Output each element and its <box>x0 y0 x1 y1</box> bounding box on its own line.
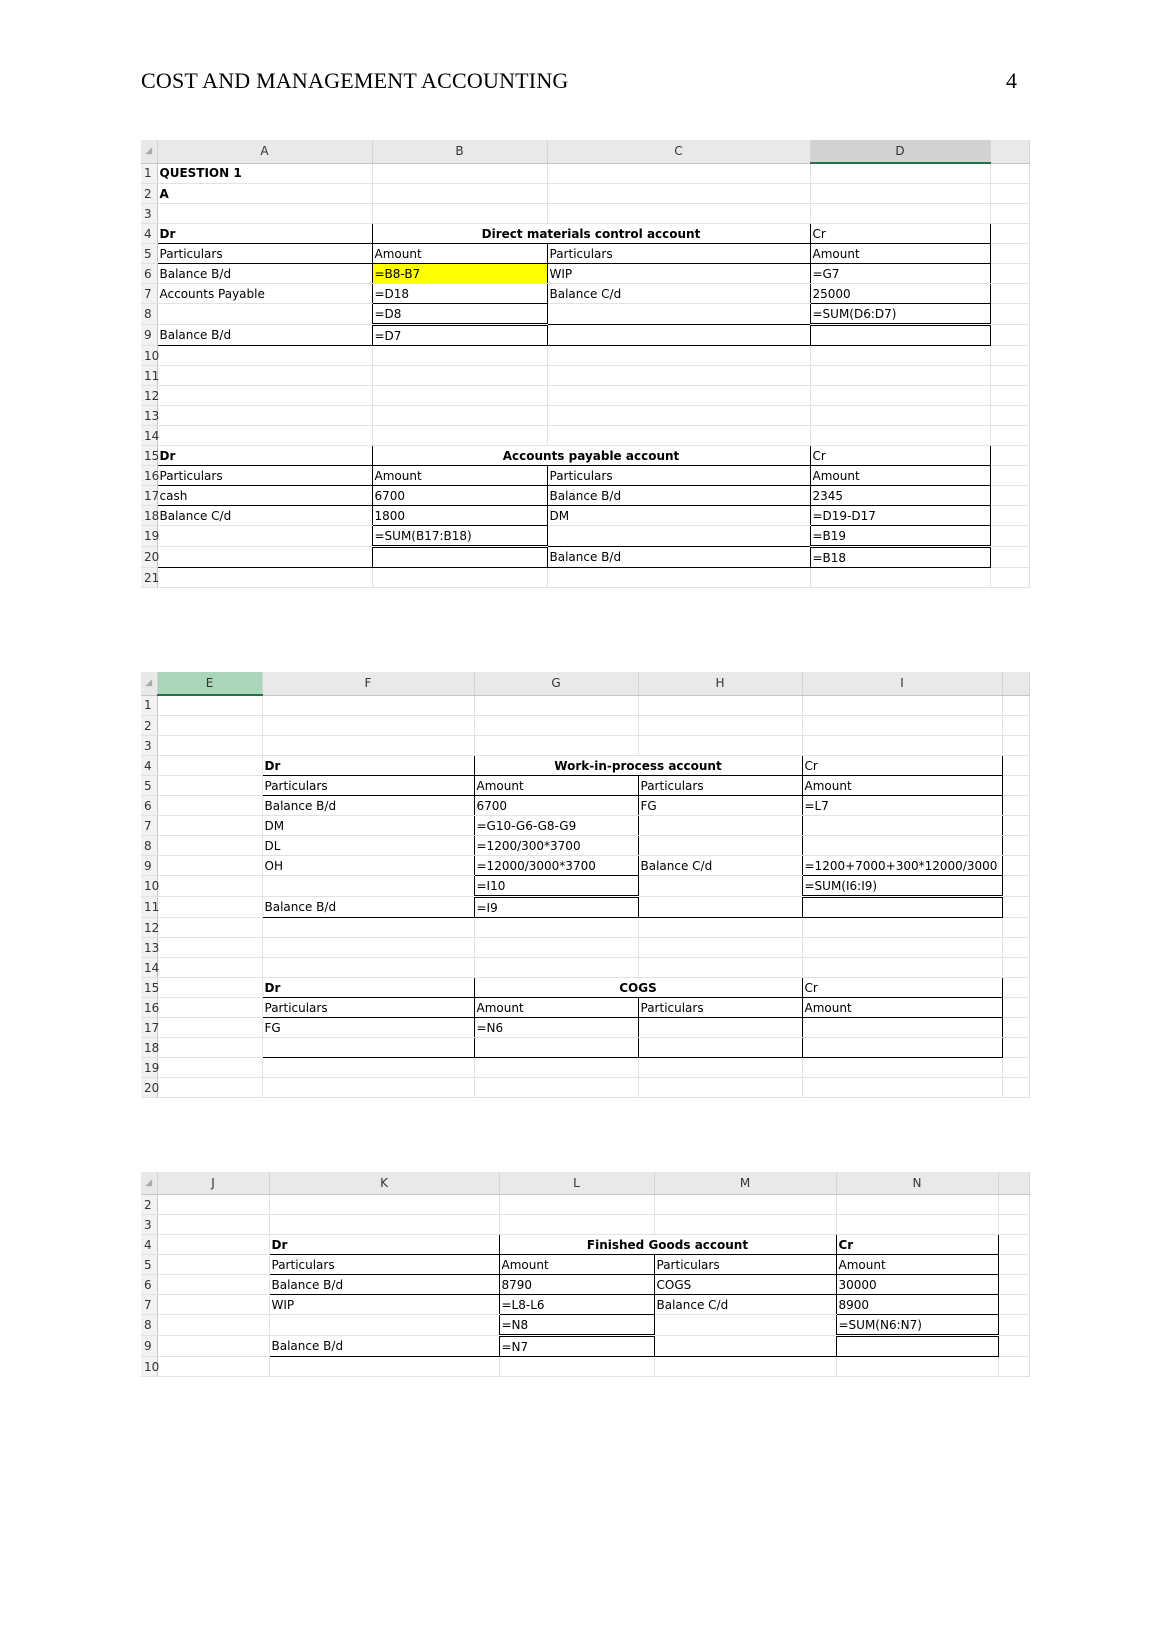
table-row <box>141 506 1029 526</box>
row-header[interactable]: 5 <box>141 776 157 796</box>
cr-label[interactable]: Cr <box>836 1235 998 1255</box>
page-number: 4 <box>1006 68 1017 93</box>
cell[interactable]: Balance B/d <box>547 486 810 506</box>
account-title[interactable]: COGS <box>474 978 802 998</box>
cell[interactable] <box>638 1018 802 1038</box>
cell[interactable]: =D19-D17 <box>810 506 990 526</box>
cell[interactable]: =B18 <box>810 547 990 568</box>
table-row <box>141 346 1029 366</box>
cell[interactable] <box>802 1018 1002 1038</box>
amount-header[interactable]: Amount <box>810 244 990 264</box>
spreadsheet-screenshot-2 <box>141 672 1029 1098</box>
cr-label[interactable]: Cr <box>810 224 990 244</box>
cell[interactable]: Balance B/d <box>262 897 474 918</box>
cell[interactable] <box>638 876 802 897</box>
table-row <box>141 568 1029 588</box>
table-row <box>141 897 1029 918</box>
table-row <box>141 426 1029 446</box>
select-all-corner[interactable]: ◢ <box>141 140 157 163</box>
column-header-blank <box>1002 672 1029 695</box>
row-header[interactable]: 18 <box>141 506 157 526</box>
cell[interactable]: =G10-G6-G8-G9 <box>474 816 638 836</box>
cell[interactable]: Balance C/d <box>638 856 802 876</box>
row-header[interactable]: 4 <box>141 756 157 776</box>
table-row <box>141 876 1029 897</box>
table-row <box>141 1275 1029 1295</box>
particulars-header[interactable]: Particulars <box>157 244 372 264</box>
column-header-blank <box>990 140 1029 163</box>
table-row <box>141 776 1029 796</box>
row-header[interactable]: 17 <box>141 486 157 506</box>
row-header[interactable]: 5 <box>141 244 157 264</box>
column-header-l[interactable]: L <box>499 1172 654 1195</box>
cell[interactable] <box>547 304 810 325</box>
row-header[interactable]: 10 <box>141 346 157 366</box>
amount-header[interactable]: Amount <box>499 1255 654 1275</box>
running-head: COST AND MANAGEMENT ACCOUNTING <box>141 68 569 93</box>
cell[interactable] <box>654 1336 836 1357</box>
row-header[interactable]: 6 <box>141 264 157 284</box>
row-header[interactable]: 4 <box>141 1235 157 1255</box>
cell[interactable] <box>157 526 372 547</box>
row-header[interactable]: 6 <box>141 1275 157 1295</box>
cell[interactable]: =D8 <box>372 304 547 325</box>
row-header[interactable]: 3 <box>141 204 157 224</box>
cell[interactable]: =G7 <box>810 264 990 284</box>
cell[interactable] <box>638 836 802 856</box>
table-row <box>141 304 1029 325</box>
account-title[interactable]: Direct materials control account <box>372 224 810 244</box>
amount-header[interactable]: Amount <box>372 466 547 486</box>
cell[interactable]: =1200/300*3700 <box>474 836 638 856</box>
table-row <box>141 1336 1029 1357</box>
select-all-corner[interactable]: ◢ <box>141 672 157 695</box>
table-row <box>141 1357 1029 1377</box>
row-header[interactable]: 19 <box>141 1058 157 1078</box>
table-row <box>141 1195 1029 1215</box>
cell[interactable]: DM <box>547 506 810 526</box>
row-header[interactable]: 3 <box>141 736 157 756</box>
cell[interactable]: FG <box>262 1018 474 1038</box>
cell[interactable]: Balance B/d <box>262 796 474 816</box>
account-title[interactable]: Finished Goods account <box>499 1235 836 1255</box>
cell[interactable] <box>654 1315 836 1336</box>
column-header-f[interactable]: F <box>262 672 474 695</box>
row-header[interactable]: 15 <box>141 978 157 998</box>
table-row <box>141 938 1029 958</box>
cr-label[interactable]: Cr <box>810 446 990 466</box>
particulars-header[interactable]: Particulars <box>638 998 802 1018</box>
row-header[interactable]: 1 <box>141 695 157 716</box>
cell[interactable]: =I9 <box>474 897 638 918</box>
row-header[interactable]: 12 <box>141 386 157 406</box>
particulars-header[interactable]: Particulars <box>262 998 474 1018</box>
cr-label[interactable]: Cr <box>802 756 1002 776</box>
row-header[interactable]: 3 <box>141 1215 157 1235</box>
question-part-cell[interactable]: A <box>157 184 372 204</box>
cell[interactable]: Accounts Payable <box>157 284 372 304</box>
amount-header[interactable]: Amount <box>474 776 638 796</box>
row-header[interactable]: 7 <box>141 816 157 836</box>
table-row <box>141 1038 1029 1058</box>
cell[interactable]: Balance C/d <box>547 284 810 304</box>
cell[interactable] <box>802 816 1002 836</box>
table-row <box>141 716 1029 736</box>
spreadsheet-screenshot-1 <box>141 140 1029 588</box>
amount-header[interactable]: Amount <box>802 998 1002 1018</box>
dr-label[interactable]: Dr <box>262 978 474 998</box>
cell[interactable] <box>547 526 810 547</box>
cell[interactable] <box>802 897 1002 918</box>
table-row <box>141 1018 1029 1038</box>
cr-label[interactable]: Cr <box>802 978 1002 998</box>
cell[interactable]: =L7 <box>802 796 1002 816</box>
row-header[interactable]: 19 <box>141 526 157 547</box>
table-row <box>141 486 1029 506</box>
table-row <box>141 446 1029 466</box>
question-title-cell[interactable]: QUESTION 1 <box>157 163 372 184</box>
cell[interactable]: =D7 <box>372 325 547 346</box>
cell[interactable]: =N7 <box>499 1336 654 1357</box>
column-header-k[interactable]: K <box>269 1172 499 1195</box>
table-row <box>141 204 1029 224</box>
cell[interactable] <box>802 836 1002 856</box>
table-row <box>141 836 1029 856</box>
row-header[interactable]: 8 <box>141 836 157 856</box>
cell[interactable] <box>638 816 802 836</box>
cell[interactable]: =B19 <box>810 526 990 547</box>
highlighted-cell[interactable]: =B8-B7 <box>372 264 547 284</box>
cell[interactable]: COGS <box>654 1275 836 1295</box>
particulars-header[interactable]: Particulars <box>269 1255 499 1275</box>
particulars-header[interactable]: Particulars <box>547 466 810 486</box>
cell[interactable]: 2345 <box>810 486 990 506</box>
particulars-header[interactable]: Particulars <box>638 776 802 796</box>
row-header[interactable]: 15 <box>141 446 157 466</box>
row-header[interactable]: 7 <box>141 284 157 304</box>
table-row <box>141 695 1029 716</box>
row-header[interactable]: 16 <box>141 466 157 486</box>
column-header-d[interactable]: D <box>810 140 990 163</box>
cell[interactable]: =SUM(I6:I9) <box>802 876 1002 897</box>
select-all-corner[interactable]: ◢ <box>141 1172 157 1195</box>
row-header[interactable]: 11 <box>141 366 157 386</box>
column-header-e[interactable]: E <box>157 672 262 695</box>
table-row <box>141 1295 1029 1315</box>
column-header-m[interactable]: M <box>654 1172 836 1195</box>
cell[interactable]: 25000 <box>810 284 990 304</box>
dr-label[interactable]: Dr <box>157 224 372 244</box>
table-row <box>141 1315 1029 1336</box>
row-header[interactable]: 2 <box>141 716 157 736</box>
table-row <box>141 816 1029 836</box>
table-row <box>141 466 1029 486</box>
row-header[interactable]: 12 <box>141 918 157 938</box>
table-row <box>141 163 1029 184</box>
cell[interactable]: 8790 <box>499 1275 654 1295</box>
row-header[interactable]: 5 <box>141 1255 157 1275</box>
row-header[interactable]: 6 <box>141 796 157 816</box>
table-row <box>141 264 1029 284</box>
cell[interactable]: =1200+7000+300*12000/3000 <box>802 856 1002 876</box>
cell[interactable] <box>810 325 990 346</box>
cell[interactable]: =N6 <box>474 1018 638 1038</box>
row-header[interactable]: 10 <box>141 1357 157 1377</box>
account-title[interactable]: Accounts payable account <box>372 446 810 466</box>
row-header[interactable]: 2 <box>141 184 157 204</box>
table-row <box>141 406 1029 426</box>
table-row <box>141 1255 1029 1275</box>
particulars-header[interactable]: Particulars <box>157 466 372 486</box>
table-row <box>141 184 1029 204</box>
table-row <box>141 526 1029 547</box>
particulars-header[interactable]: Particulars <box>547 244 810 264</box>
cell[interactable] <box>836 1336 998 1357</box>
table-row <box>141 386 1029 406</box>
cell[interactable] <box>638 897 802 918</box>
row-header[interactable]: 17 <box>141 1018 157 1038</box>
table-row <box>141 244 1029 264</box>
column-header-row <box>141 672 1029 695</box>
row-header[interactable]: 13 <box>141 938 157 958</box>
column-header-i[interactable]: I <box>802 672 1002 695</box>
row-header[interactable]: 20 <box>141 1078 157 1098</box>
cell[interactable]: DL <box>262 836 474 856</box>
cell[interactable]: cash <box>157 486 372 506</box>
cell[interactable]: 6700 <box>372 486 547 506</box>
row-header[interactable]: 9 <box>141 856 157 876</box>
cell[interactable]: DM <box>262 816 474 836</box>
cell[interactable] <box>157 304 372 325</box>
cell[interactable] <box>547 325 810 346</box>
cell[interactable]: Balance C/d <box>654 1295 836 1315</box>
cell[interactable]: FG <box>638 796 802 816</box>
column-header-a[interactable]: A <box>157 140 372 163</box>
table-row <box>141 756 1029 776</box>
cell[interactable] <box>262 876 474 897</box>
row-header[interactable]: 14 <box>141 426 157 446</box>
cell[interactable]: Balance C/d <box>157 506 372 526</box>
cell[interactable]: 1800 <box>372 506 547 526</box>
amount-header[interactable]: Amount <box>372 244 547 264</box>
table-row <box>141 224 1029 244</box>
column-header-b[interactable]: B <box>372 140 547 163</box>
cell[interactable]: WIP <box>269 1295 499 1315</box>
cell[interactable]: =L8-L6 <box>499 1295 654 1315</box>
cell[interactable]: =N8 <box>499 1315 654 1336</box>
row-header[interactable]: 9 <box>141 1336 157 1357</box>
cell[interactable]: OH <box>262 856 474 876</box>
row-header[interactable]: 14 <box>141 958 157 978</box>
table-row <box>141 958 1029 978</box>
cell[interactable]: Balance B/d <box>547 547 810 568</box>
table-row <box>141 736 1029 756</box>
column-header-h[interactable]: H <box>638 672 802 695</box>
cell[interactable]: Balance B/d <box>269 1336 499 1357</box>
column-header-j[interactable]: J <box>157 1172 269 1195</box>
cell[interactable]: 6700 <box>474 796 638 816</box>
row-header[interactable]: 16 <box>141 998 157 1018</box>
amount-header[interactable]: Amount <box>836 1255 998 1275</box>
row-header[interactable]: 8 <box>141 1315 157 1336</box>
table-row <box>141 978 1029 998</box>
cell[interactable]: 8900 <box>836 1295 998 1315</box>
table-row <box>141 918 1029 938</box>
table-row <box>141 998 1029 1018</box>
account-title[interactable]: Work-in-process account <box>474 756 802 776</box>
cell[interactable] <box>269 1315 499 1336</box>
particulars-header[interactable]: Particulars <box>654 1255 836 1275</box>
table-row <box>141 547 1029 568</box>
cell[interactable]: Balance B/d <box>269 1275 499 1295</box>
row-header[interactable]: 7 <box>141 1295 157 1315</box>
amount-header[interactable]: Amount <box>474 998 638 1018</box>
cell[interactable]: =D18 <box>372 284 547 304</box>
cell[interactable] <box>157 547 372 568</box>
amount-header[interactable]: Amount <box>802 776 1002 796</box>
row-header[interactable]: 18 <box>141 1038 157 1058</box>
dr-label[interactable]: Dr <box>269 1235 499 1255</box>
table-row <box>141 325 1029 346</box>
dr-label[interactable]: Dr <box>157 446 372 466</box>
table-row <box>141 1078 1029 1098</box>
cell[interactable] <box>372 547 547 568</box>
cell[interactable]: Balance B/d <box>157 325 372 346</box>
spreadsheet-screenshot-3 <box>141 1172 1029 1377</box>
row-header[interactable]: 9 <box>141 325 157 346</box>
row-header[interactable]: 11 <box>141 897 157 918</box>
amount-header[interactable]: Amount <box>810 466 990 486</box>
cell[interactable]: =SUM(D6:D7) <box>810 304 990 325</box>
row-header[interactable]: 21 <box>141 568 157 588</box>
column-header-row <box>141 1172 1029 1195</box>
row-header[interactable]: 8 <box>141 304 157 325</box>
row-header[interactable]: 20 <box>141 547 157 568</box>
cell[interactable]: 30000 <box>836 1275 998 1295</box>
row-header[interactable]: 4 <box>141 224 157 244</box>
cell[interactable]: =12000/3000*3700 <box>474 856 638 876</box>
table-row <box>141 284 1029 304</box>
column-header-g[interactable]: G <box>474 672 638 695</box>
cell[interactable]: =SUM(B17:B18) <box>372 526 547 547</box>
column-header-c[interactable]: C <box>547 140 810 163</box>
row-header[interactable]: 1 <box>141 163 157 184</box>
cell[interactable]: Balance B/d <box>157 264 372 284</box>
particulars-header[interactable]: Particulars <box>262 776 474 796</box>
table-row <box>141 366 1029 386</box>
cell[interactable]: =SUM(N6:N7) <box>836 1315 998 1336</box>
table-row <box>141 1235 1029 1255</box>
row-header[interactable]: 13 <box>141 406 157 426</box>
cell[interactable]: =I10 <box>474 876 638 897</box>
table-row <box>141 1058 1029 1078</box>
column-header-row <box>141 140 1029 163</box>
table-row <box>141 796 1029 816</box>
row-header[interactable]: 2 <box>141 1195 157 1215</box>
row-header[interactable]: 10 <box>141 876 157 897</box>
table-row <box>141 1215 1029 1235</box>
table-row <box>141 856 1029 876</box>
column-header-blank <box>998 1172 1029 1195</box>
cell[interactable]: WIP <box>547 264 810 284</box>
column-header-n[interactable]: N <box>836 1172 998 1195</box>
dr-label[interactable]: Dr <box>262 756 474 776</box>
